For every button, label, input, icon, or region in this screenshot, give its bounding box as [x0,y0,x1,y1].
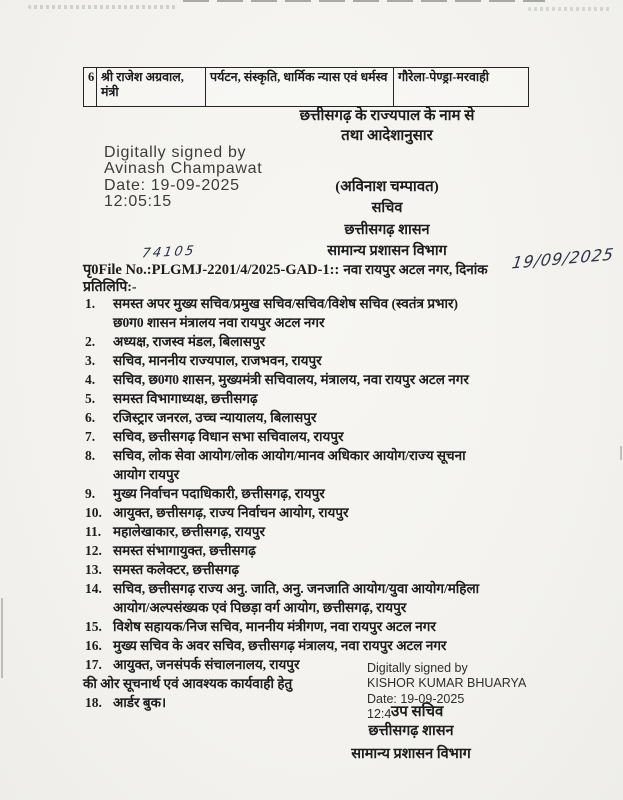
dsig2-line4: 12:4 [367,706,392,721]
distribution-list-item [85,351,567,370]
list-item-text: सचिव, माननीय राज्यपाल, राजभवन, रायपुर [113,353,322,368]
scan-header-smudge-right [528,7,612,11]
signatory-deputy-title: उप सचिव [391,704,444,720]
list-item-number: 2. [85,334,96,349]
list-item-text: समस्त विभागाध्यक्ष, छत्तीसगढ़ [113,391,258,406]
distribution-list-item [85,294,567,332]
distribution-list [85,294,567,712]
list-item-text: सचिव, छत्तीसगढ़ राज्य अनु. जाति, अनु. जनजाति आयोग/युवा आयोग/महिला आयोग/अल्पसंख्यक एवं पिछड़ा वर्ग आयोग, छत्तीसगढ़, रायपुर [113,581,480,615]
distribution-list-item [85,389,567,408]
list-item-number: 5. [85,391,96,406]
signatory-org: छत्तीसगढ़ शासन [344,221,430,238]
list-item-number: 12. [85,543,102,558]
list-item-text: आयुक्त, छत्तीसगढ़, राज्य निर्वाचन आयोग, रायपुर [113,505,349,520]
distribution-list-item [85,427,567,446]
table-cell-portfolio: पर्यटन, संस्कृति, धार्मिक न्यास एवं धर्मस्व [206,68,394,106]
distribution-list-item [85,541,567,560]
list-item-number: 16. [85,638,102,653]
authority-heading [262,106,512,146]
signatory-secretary [262,178,512,263]
dsig1-line2: Avinash Champawat [104,160,263,178]
list-item-text: आर्डर बुक। [113,695,167,710]
minister-table-row [83,67,529,107]
signatory-title: सचिव [371,200,403,216]
signatory-deputy-org-line: छत्तीसगढ़ शासन [368,723,454,739]
handwritten-date: 19/09/2025 [510,244,616,273]
list-item-text: मुख्य सचिव के अवर सचिव, छत्तीसगढ़ मंत्रालय, नवा रायपुर अटल नगर [113,638,447,653]
list-item-number: 1. [85,296,96,311]
list-item-number: 11. [85,524,102,539]
dsig1-line4: 12:05:15 [104,192,172,210]
list-item-text: समस्त अपर मुख्य सचिव/प्रमुख सचिव/सचिव/विशेष सचिव (स्वतंत्र प्रभार) छ0ग0 शासन मंत्रालय नवा रायपुर अटल नगर [113,296,458,330]
distribution-list-item [85,332,567,351]
file-number: पृ0File No.:PLGMJ-2201/4/2025-GAD-1:: [83,262,340,278]
list-item-text: अध्यक्ष, राजस्व मंडल, बिलासपुर [113,334,266,349]
list-item-number: 14. [85,581,102,596]
dsig1-line1: Digitally signed by [104,144,247,161]
list-item-text: मुख्य निर्वाचन पदाधिकारी, छत्तीसगढ़, रायपुर [113,486,325,501]
handwritten-file-number: 74105 [140,243,198,262]
signatory-deputy-org [330,720,492,765]
distribution-list-item [85,636,567,655]
authority-line2: तथा आदेशानुसार [341,128,433,144]
copy-heading: प्रतिलिपि:- [83,280,137,295]
list-item-number: 8. [85,448,96,463]
list-item-number: 10. [85,505,102,520]
signatory-deputy-dept-line: सामान्य प्रशासन विभाग [351,745,471,762]
distribution-list-item [85,484,567,503]
list-item-number: 13. [85,562,102,577]
distribution-list-item [85,522,567,541]
table-cell-minister: श्री राजेश अग्रवाल, मंत्री [97,68,206,106]
distribution-list-item [85,579,567,617]
signatory-name: (अविनाश चम्पावत) [335,179,439,195]
digital-signature-avinash [104,145,262,210]
distribution-list-item [85,446,567,484]
signatory-dept: सामान्य प्रशासन विभाग [327,243,447,259]
list-item-number: 6. [85,410,96,425]
list-item-text: समस्त कलेक्टर, छत्तीसगढ़ [113,562,240,577]
distribution-list-item [85,408,567,427]
dsig2-line1: Digitally signed by [367,661,468,675]
dsig2-line2: KISHOR KUMAR BHUARYA [367,676,527,691]
list-item-text: विशेष सहायक/निज सचिव, माननीय मंत्रीगण, नवा रायपुर अटल नगर [113,619,436,634]
list-item-text: समस्त संभागायुक्त, छत्तीसगढ़ [113,543,256,558]
list-item-text: सचिव, छत्तीसगढ़ विधान सभा सचिवालय, रायपुर [113,429,344,444]
dsig1-line3: Date: 19-09-2025 [104,176,240,194]
file-place-date: नवा रायपुर अटल नगर, दिनांक [343,262,488,277]
list-item-number: 7. [85,429,96,444]
distribution-list-item [85,617,567,636]
list-item-text: महालेखाकार, छत्तीसगढ़, रायपुर [113,524,265,539]
list-item-text: रजिस्ट्रार जनरल, उच्च न्यायालय, बिलासपुर [113,410,317,425]
list-item-number: 18. [85,695,102,710]
distribution-list-item [85,370,567,389]
list-item-number: 4. [85,372,96,387]
scan-edge-artifact-right [620,446,622,460]
authority-line1: छत्तीसगढ़ के राज्यपाल के नाम से [299,108,475,124]
scan-cropped-line-artifact [183,0,545,2]
list-item-number: 15. [85,619,102,634]
list-item-number: 3. [85,353,96,368]
distribution-list-item [85,560,567,579]
dsig2-line3: Date: 19-09-2025 [367,691,465,706]
list-item-number: 9. [85,486,96,501]
list-item-text: सचिव, छ0ग0 शासन, मुख्यमंत्री सचिवालय, मंत्रालय, नवा रायपुर अटल नगर [113,372,469,387]
table-cell-serial: 6 [84,68,97,106]
scan-edge-artifact-left [1,598,3,678]
list-item-text: आयुक्त, जनसंपर्क संचालनालय, रायपुर [113,657,300,672]
list-item-number: 17. [85,657,102,672]
scan-header-smudge-left [28,5,178,9]
table-cell-district: गौरेला-पेण्ड्रा-मरवाही [398,70,490,84]
list-item-text: सचिव, लोक सेवा आयोग/लोक आयोग/मानव अधिकार आयोग/राज्य सूचना आयोग रायपुर [113,448,466,482]
list-item-text: की ओर सूचनार्थ एवं आवश्यक कार्यवाही हेतु [83,676,293,691]
distribution-list-item [85,503,567,522]
